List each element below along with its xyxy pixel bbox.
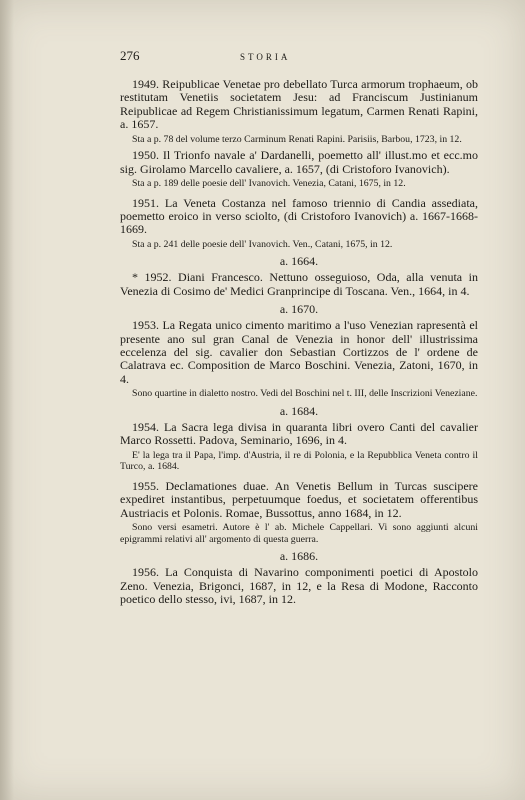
page-text <box>120 48 478 607</box>
entry-1949: 1949. Reipublicae Venetae pro debellato Turca armorum trophaeum, ob restitutam Venetiis societatem Jesu: ad Franciscum Justinianum Reipublicae ad Regem Christianissimum legatum, Carmen Renati Rapini, a. 1657. <box>120 77 478 132</box>
entry-1950: 1950. Il Trionfo navale a' Dardanelli, poemetto all' illust.mo et ecc.mo sig. Girolamo Marcello cavaliere, a. 1657, (di Cristoforo Ivanovich). <box>120 148 478 176</box>
page-number: 276 <box>120 48 140 63</box>
gutter-shadow <box>0 0 14 800</box>
note-1951: Sta a p. 241 delle poesie dell' Ivanovich. Ven., Catani, 1675, in 12. <box>132 238 393 250</box>
year-heading-1684: a. 1684. <box>279 403 319 418</box>
note-1955: Sono versi esametri. Autore è l' ab. Michele Cappellari. Vi sono aggiunti alcuni epigrammi relativi all' argomento di questa guerra. <box>120 522 478 545</box>
note-1953: Sono quartine in dialetto nostro. Vedi del Boschini nel t. III, delle Inscrizioni Veneziane. <box>132 388 478 400</box>
year-heading-1664: a. 1664. <box>279 254 319 269</box>
note-1954: E' la lega tra il Papa, l'imp. d'Austria, il re di Polonia, e la Repubblica Veneta contro il Turco, a. 1684. <box>120 449 478 473</box>
entry-1953: 1953. La Regata unico cimento maritimo a l'uso Venezian rapresentà el presente ano sul gran Canal de Venezia in honor dell' illustrissima eccelenza del sig. cavalier don Sebastian Cortizzos de l' ordene de Calatrava ec. Composition de Marco Boschini. Venezia, Zatoni, 1670, in 4. <box>120 318 478 386</box>
note-1949: Sta a p. 78 del volume terzo Carminum Renati Rapini. Parisiis, Barbou, 1723, in 12. <box>132 133 462 145</box>
entry-1951: 1951. La Veneta Costanza nel famoso triennio di Candia assediata, poemetto eroico in verso sciolto, (di Cristoforo Ivanovich) a. 1667-1668-1669. <box>120 195 478 237</box>
entry-1954: 1954. La Sacra lega divisa in quaranta libri overo Canti del cavalier Marco Rossetti. Padova, Seminario, 1696, in 4. <box>120 419 478 448</box>
page-header <box>120 48 478 64</box>
entry-1956: 1956. La Conquista di Navarino componimenti poetici di Apostolo Zeno. Venezia, Brigonci, 1687, in 12, e la Resa di Modone, Racconto poetico dello stesso, ivi, 1687, in 12. <box>120 565 478 607</box>
year-heading-1670: a. 1670. <box>279 302 319 317</box>
entry-1952: * 1952. Diani Francesco. Nettuno osseguioso, Oda, alla venuta in Venezia di Cosimo de' Medici Granprincipe di Toscana. Ven., 1664, in 4. <box>120 270 478 298</box>
running-title: STORIA <box>240 52 291 62</box>
year-heading-1686: a. 1686. <box>279 549 319 564</box>
entry-1955: 1955. Declamationes duae. An Venetis Bellum in Turcas suscipere expediret instantibus, perpetuumque foedus, et societatem offerentibus Austriacis et Polonis. Romae, Bussottus, anno 1684, in 12. <box>120 478 478 520</box>
note-1950: Sta a p. 189 delle poesie dell' Ivanovich. Venezia, Catani, 1675, in 12. <box>132 178 406 190</box>
